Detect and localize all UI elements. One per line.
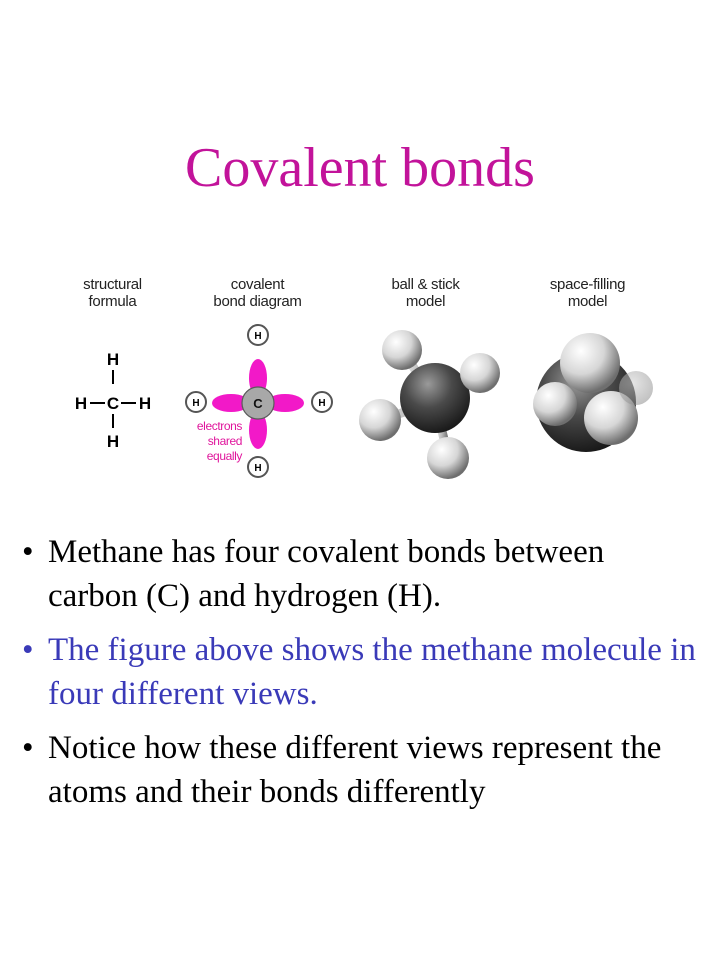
note-line: shared [207,434,242,448]
hydrogen-label: H [192,398,200,409]
hydrogen-label: H [254,463,262,474]
label-line: ball & stick [391,276,460,293]
structural-formula [75,350,151,451]
space-filling-model [533,333,653,452]
label-line: model [405,293,446,310]
hydrogen-label: H [254,331,262,342]
note-line: electrons [196,419,242,433]
formula-top-h: H [106,350,120,369]
carbon-label: C [253,396,263,411]
bullet-item [22,628,702,716]
hydrogen-sphere [619,371,653,405]
formula-carbon: C [106,394,120,413]
label-line: bond diagram [213,293,302,310]
label-line: structural [83,276,142,293]
label-line: space-filling [549,276,626,293]
formula-left-h: H [74,394,88,413]
bullet-marker: • [22,534,34,570]
bullet-text: The figure above shows the methane molecule in four different views. [48,632,696,712]
methane-figure [50,262,670,492]
bullet-item [22,726,702,814]
ball-stick-model [359,330,500,479]
carbon-ball [400,363,470,433]
bullet-text: Notice how these different views represent the atoms and their bonds differently [48,730,662,810]
label-line: covalent [230,276,285,293]
hydrogen-ball [460,353,500,393]
bond-diagram [186,325,332,477]
bullet-text: Methane has four covalent bonds between carbon (C) and hydrogen (H). [48,534,605,614]
label-line: model [567,293,608,310]
hydrogen-label: H [318,398,326,409]
hydrogen-ball [427,437,469,479]
note-line: equally [206,449,242,463]
hydrogen-sphere [560,333,620,393]
hydrogen-sphere [533,382,577,426]
hydrogen-ball [382,330,422,370]
formula-bottom-h: H [106,432,120,451]
label-line: formula [88,293,137,310]
molecule-views [50,262,670,492]
formula-right-h: H [138,394,152,413]
bullet-list [22,530,702,824]
electrons-shared-note [197,419,242,463]
bullet-marker: • [22,632,34,668]
bullet-marker: • [22,730,34,766]
hydrogen-ball [359,399,401,441]
slide-title: Covalent bonds [185,137,535,199]
bullet-item [22,530,702,618]
